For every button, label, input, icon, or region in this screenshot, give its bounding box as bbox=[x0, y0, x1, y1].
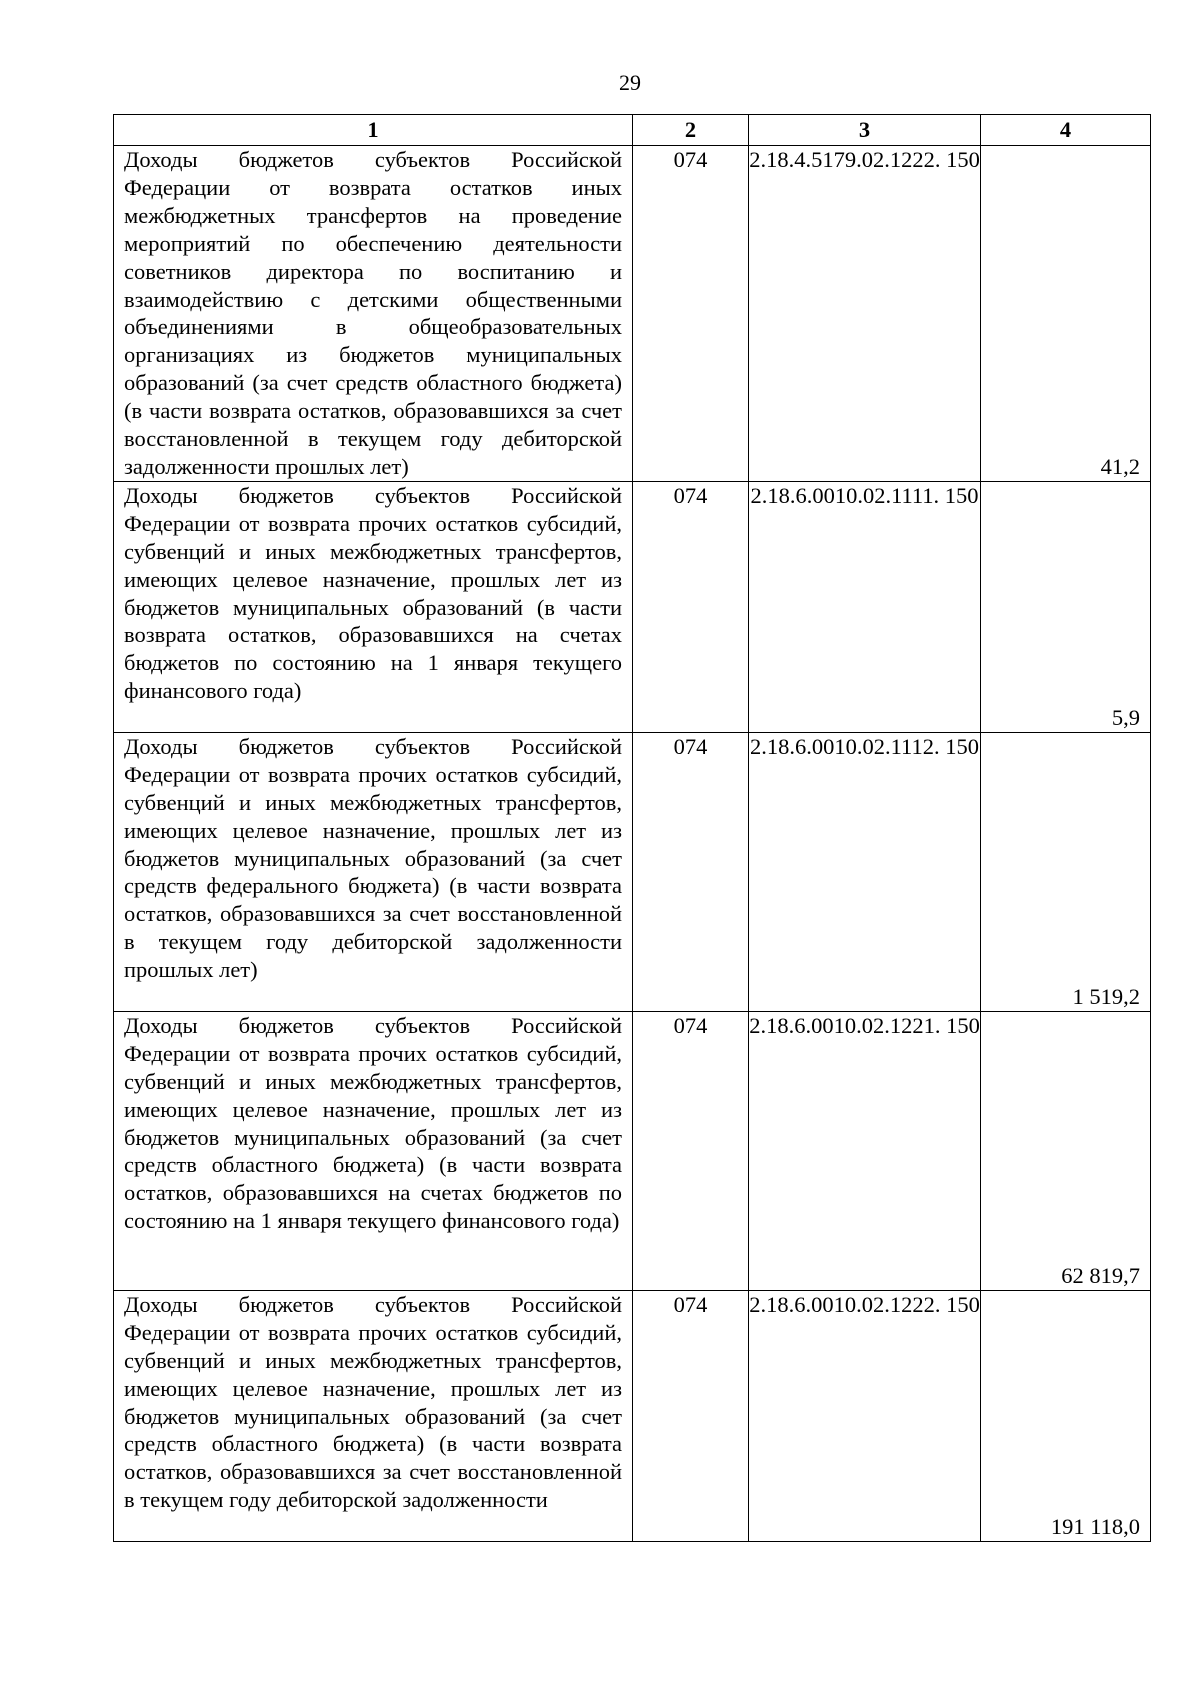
column-header-2: 2 bbox=[633, 115, 749, 146]
table-row bbox=[114, 732, 1151, 1011]
administrator-code: 074 bbox=[633, 481, 749, 732]
administrator-code: 074 bbox=[633, 146, 749, 482]
table-row bbox=[114, 481, 1151, 732]
administrator-code: 074 bbox=[633, 1290, 749, 1541]
administrator-code: 074 bbox=[633, 732, 749, 1011]
budget-classification-code: 2.18.6.0010.02.1112. 150 bbox=[749, 732, 981, 1011]
amount: 5,9 bbox=[981, 481, 1151, 732]
amount: 62 819,7 bbox=[981, 1011, 1151, 1290]
table-row bbox=[114, 1011, 1151, 1290]
table-row bbox=[114, 1290, 1151, 1541]
amount: 41,2 bbox=[981, 146, 1151, 482]
revenue-description: Доходы бюджетов субъектов Российской Федерации от возврата прочих остатков субсидий, субвенций и иных межбюджетных трансфертов, имеющих целевое назначение, прошлых лет из бюджетов муниципальных образований (за счет средств федерального бюджета) (в части возврата остатков, образовавшихся за счет восстановленной в текущем году дебиторской задолженности прошлых лет) bbox=[114, 732, 633, 1011]
amount: 191 118,0 bbox=[981, 1290, 1151, 1541]
column-header-4: 4 bbox=[981, 115, 1151, 146]
table-row bbox=[114, 146, 1151, 482]
budget-classification-code: 2.18.6.0010.02.1111. 150 bbox=[749, 481, 981, 732]
budget-classification-code: 2.18.6.0010.02.1222. 150 bbox=[749, 1290, 981, 1541]
administrator-code: 074 bbox=[633, 1011, 749, 1290]
page-number: 29 bbox=[619, 70, 641, 95]
column-header-1: 1 bbox=[114, 115, 633, 146]
revenue-description: Доходы бюджетов субъектов Российской Федерации от возврата прочих остатков субсидий, субвенций и иных межбюджетных трансфертов, имеющих целевое назначение, прошлых лет из бюджетов муниципальных образований (в части возврата остатков, образовавшихся на счетах бюджетов по состоянию на 1 января текущего финансового года) bbox=[114, 481, 633, 732]
revenue-description: Доходы бюджетов субъектов Российской Федерации от возврата прочих остатков субсидий, субвенций и иных межбюджетных трансфертов, имеющих целевое назначение, прошлых лет из бюджетов муниципальных образований (за счет средств областного бюджета) (в части возврата остатков, образовавшихся за счет восстановленной в текущем году дебиторской задолженности bbox=[114, 1290, 633, 1541]
revenue-description: Доходы бюджетов субъектов Российской Федерации от возврата остатков иных межбюджетных трансфертов на проведение мероприятий по обеспечению деятельности советников директора по воспитанию и взаимодействию с детскими общественными объединениями в общеобразовательных организациях из бюджетов муниципальных образований (за счет средств областного бюджета) (в части возврата остатков, образовавшихся за счет восстановленной в текущем году дебиторской задолженности прошлых лет) bbox=[114, 146, 633, 482]
header-row bbox=[114, 115, 1151, 146]
budget-classification-code: 2.18.6.0010.02.1221. 150 bbox=[749, 1011, 981, 1290]
budget-classification-code: 2.18.4.5179.02.1222. 150 bbox=[749, 146, 981, 482]
amount: 1 519,2 bbox=[981, 732, 1151, 1011]
column-header-3: 3 bbox=[749, 115, 981, 146]
revenue-table bbox=[113, 114, 1151, 1542]
revenue-description: Доходы бюджетов субъектов Российской Федерации от возврата прочих остатков субсидий, субвенций и иных межбюджетных трансфертов, имеющих целевое назначение, прошлых лет из бюджетов муниципальных образований (за счет средств областного бюджета) (в части возврата остатков, образовавшихся на счетах бюджетов по состоянию на 1 января текущего финансового года) bbox=[114, 1011, 633, 1290]
